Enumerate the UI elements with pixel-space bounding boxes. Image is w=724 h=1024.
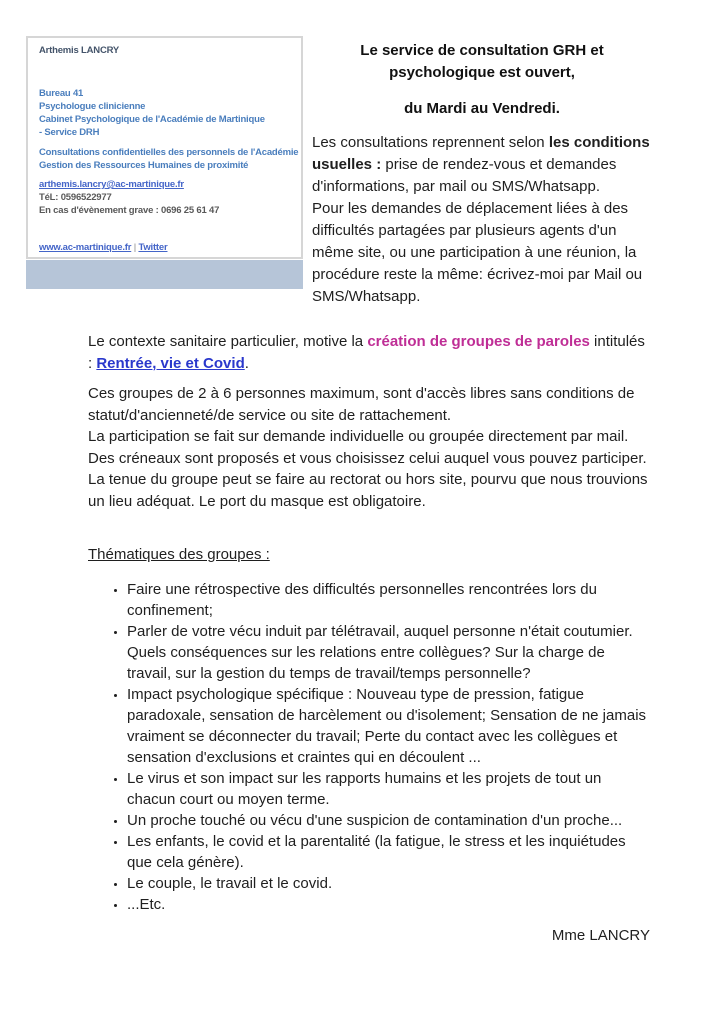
announcement-text-2: Pour les demandes de déplacement liées à des difficultés partagées par plusieurs agents d'un même site, ou une participation à une réunion, la procédure reste la même: écrivez-moi par Mail ou SMS/Whatsapp. bbox=[312, 200, 643, 305]
contact-role: Psychologue clinicienne bbox=[39, 101, 146, 112]
contact-org-line2: - Service DRH bbox=[39, 127, 100, 138]
groups-line: Des créneaux sont proposés et vous choisissez celui auquel vous pouvez participer. bbox=[88, 449, 647, 467]
announcement-text: Les consultations reprennent selon bbox=[312, 134, 549, 151]
announcement-column bbox=[312, 40, 652, 308]
contact-email-link[interactable]: arthemis.lancry@ac-martinique.fr bbox=[39, 179, 184, 190]
groups-paragraph bbox=[88, 383, 650, 512]
contact-mission-line2: Gestion des Ressources Humaines de proximité bbox=[39, 160, 249, 171]
contact-mission-line1: Consultations confidentielles des personnels de l'Académie bbox=[39, 147, 299, 158]
themes-list bbox=[88, 579, 650, 915]
context-paragraph bbox=[88, 331, 650, 374]
contact-org-line1: Cabinet Psychologique de l'Académie de Martinique bbox=[39, 114, 265, 125]
theme-item: • Le virus et son impact sur les rapports humains et les projets de tout un chacun court ou moyen terme. bbox=[127, 768, 650, 810]
theme-item: • Faire une rétrospective des difficultés personnelles rencontrées lors du confinement; bbox=[127, 579, 650, 621]
announcement-title-line1: Le service de consultation GRH et bbox=[360, 42, 604, 59]
contact-phone: TéL: 0596522977 bbox=[39, 192, 112, 203]
theme-item: • Impact psychologique spécifique : Nouveau type de pression, fatigue paradoxale, sensation de harcèlement ou d'isolement; Sensation de ne jamais vraiment se déconnecter du travail; Perte du contact avec les collègues et sensation d'exclusions et craintes qui en découlent ... bbox=[127, 684, 650, 768]
context-text: intitulés : bbox=[88, 333, 645, 372]
contact-name: Arthemis LANCRY bbox=[39, 45, 120, 56]
signature: Mme LANCRY bbox=[551, 926, 650, 944]
announcement-paragraph bbox=[312, 132, 652, 308]
link-separator: | bbox=[133, 242, 136, 253]
theme-item: • Parler de votre vécu induit par télétravail, auquel personne n'était coutumier. Quels conséquences sur les relations entre collègues? Sur la charge de travail, sur la gestion du temps de travail/temps personnelle? bbox=[127, 621, 650, 684]
announcement-subtitle: du Mardi au Vendredi. bbox=[404, 100, 560, 117]
groups-line: La participation se fait sur demande individuelle ou groupée directement par mail. bbox=[88, 428, 629, 445]
theme-item: • Le couple, le travail et le covid. bbox=[127, 873, 650, 894]
contact-card-footer-band bbox=[26, 260, 303, 289]
rentree-vie-covid-link[interactable]: Rentrée, vie et Covid bbox=[96, 354, 245, 372]
announcement-text: prise de rendez-vous et demandes d'informations, par mail ou SMS/Whatsapp. bbox=[312, 156, 617, 195]
contact-card bbox=[26, 36, 303, 259]
groups-line: Ces groupes de 2 à 6 personnes maximum, sont d'accès libres sans conditions de statut/d'ancienneté/de service ou site de rattachement. bbox=[88, 385, 635, 424]
website-link[interactable]: www.ac-martinique.fr bbox=[39, 242, 132, 253]
context-text: . bbox=[244, 354, 249, 372]
groups-line: La tenue du groupe peut se faire au rectorat ou hors site, pourvu que nous trouvions un lieu adéquat. Le port du masque est obligatoire. bbox=[88, 471, 648, 510]
theme-item: • ...Etc. bbox=[127, 894, 650, 915]
themes-heading: Thématiques des groupes : bbox=[88, 546, 270, 563]
contact-office: Bureau 41 bbox=[39, 88, 84, 99]
twitter-link[interactable]: Twitter bbox=[138, 242, 168, 253]
theme-item: • Un proche touché ou vécu d'une suspicion de contamination d'un proche... bbox=[127, 810, 650, 831]
context-text: Le contexte sanitaire particulier, motive la bbox=[88, 333, 368, 350]
main-body bbox=[88, 331, 650, 946]
contact-emergency-phone: En cas d'évènement grave : 0696 25 61 47 bbox=[39, 205, 220, 216]
theme-item: • Les enfants, le covid et la parentalité (la fatigue, le stress et les inquiétudes que cela génère). bbox=[127, 831, 650, 873]
context-highlight: création de groupes de paroles bbox=[367, 333, 590, 350]
announcement-bold-text: les conditions usuelles : bbox=[312, 134, 650, 173]
announcement-title-line2: psychologique est ouvert, bbox=[389, 64, 575, 81]
